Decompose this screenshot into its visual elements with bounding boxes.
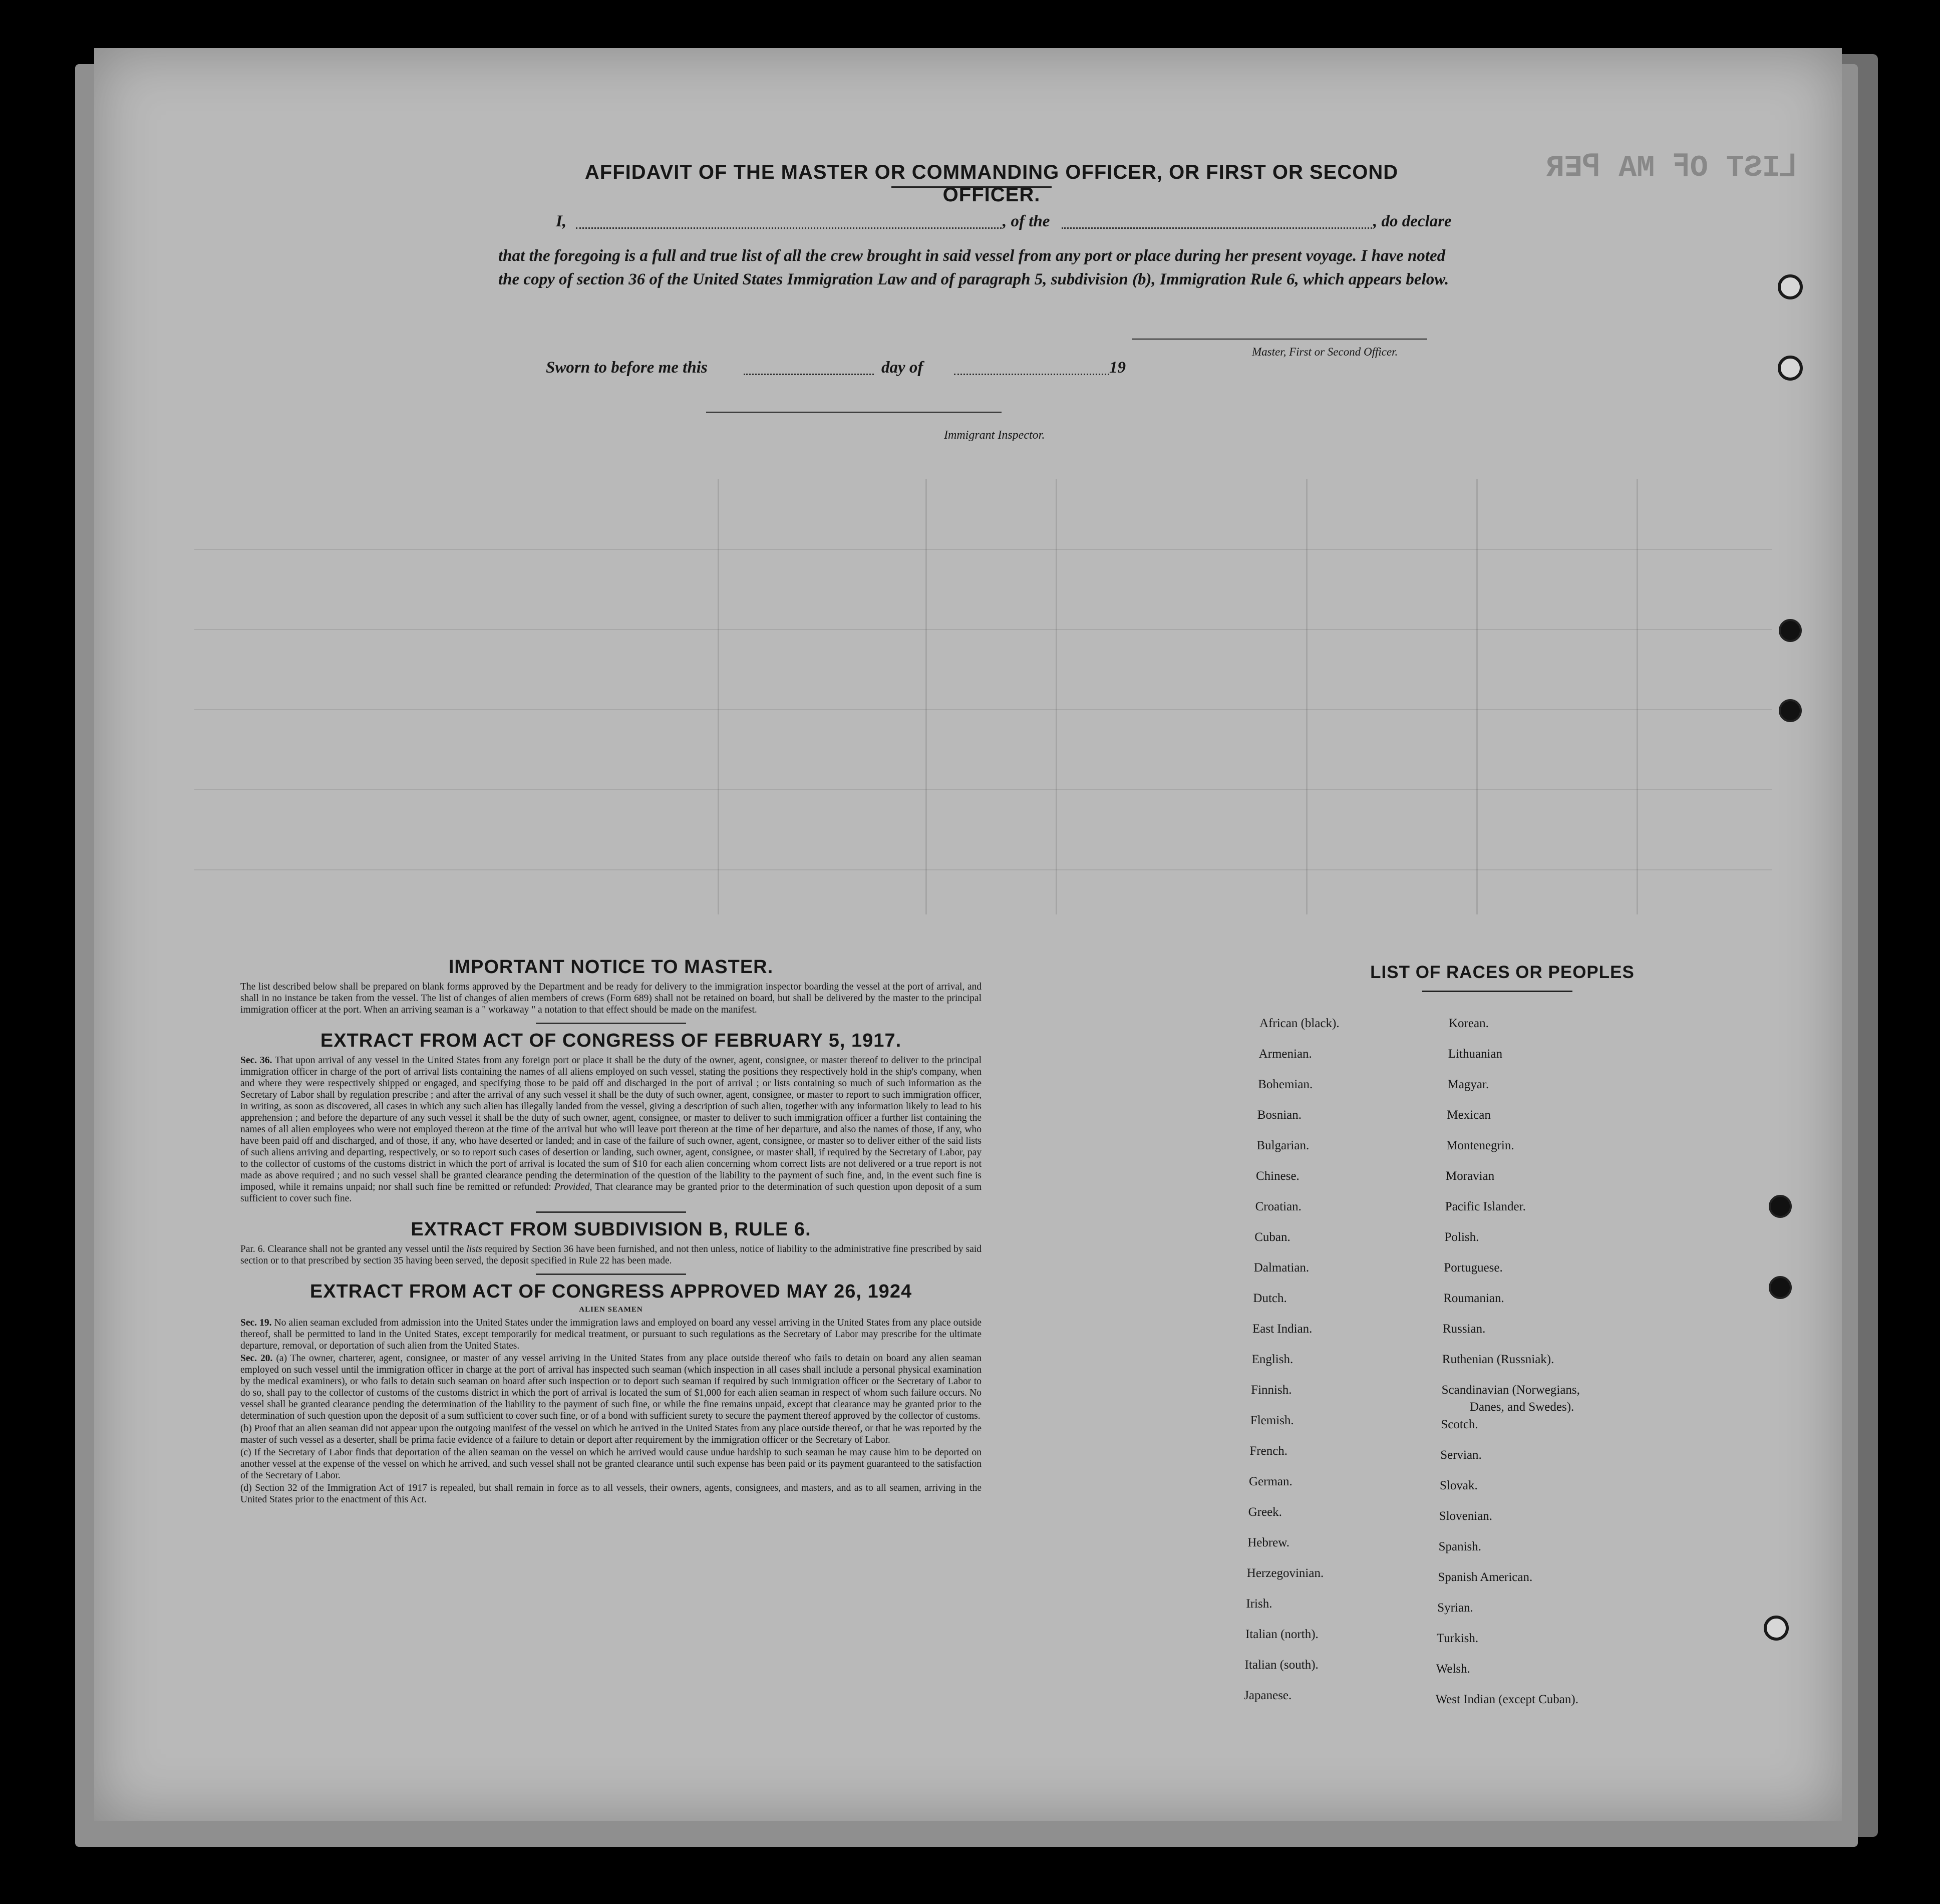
races-title-underline — [1422, 991, 1572, 992]
document-page — [94, 48, 1842, 1821]
extract-rule6-title: EXTRACT FROM SUBDIVISION B, RULE 6. — [411, 1219, 811, 1240]
race-item: Scotch. — [1441, 1418, 1478, 1431]
race-item: Cuban. — [1254, 1230, 1290, 1244]
inspector-label: Immigrant Inspector. — [944, 429, 1045, 442]
race-item: Hebrew. — [1247, 1536, 1289, 1549]
notice-section — [220, 957, 1002, 1505]
race-item: Roumanian. — [1443, 1292, 1504, 1305]
affidavit-title: AFFIDAVIT OF THE MASTER OR COMMANDING OFFICER, OR FIRST OR SECOND OFFICER. — [584, 161, 1399, 206]
sec20-para-d: (d) Section 32 of the Immigration Act of 1917 is repealed, but shall remain in force as to all vessels, their owners, agents, consignees, and masters, and as to all seamen, arriving in the United States prior to the enactment of this Act. — [240, 1483, 982, 1505]
bleed-line — [925, 479, 927, 914]
race-item: German. — [1249, 1475, 1292, 1488]
race-item: Scandinavian (Norwegians, — [1441, 1383, 1580, 1397]
sec20-body: (a) The owner, charterer, agent, consignee, or master of any vessel arriving in the United States from any place outside thereof who fails to detain on board any alien seaman employed on such vessel until the immigration officer in charge at the port of arrival has inspected such seaman (which inspection in all cases shall include a personal physical examination by the medical examiners), or who fails to detain such seaman on board after such inspection or to deport such seaman if required by such immigration officer or the Secretary of Labor to do so, shall pay to the collector of customs of the customs district in which the port of arrival is located the sum of $1,000 for each alien seaman in respect of whom such failure occurs. No vessel shall be granted clearance pending the determination of the liability to the payment of such fine, or while the fine remains unpaid, except that clearance may be granted prior to the determination of such question upon the deposit of a sum sufficient to cover such fine, or of a bond with sufficient surety to secure the payment thereof approved by the collector of customs. — [240, 1353, 982, 1421]
sec19-text — [240, 1317, 982, 1352]
race-item: Spanish. — [1438, 1540, 1482, 1553]
race-item: Armenian. — [1258, 1047, 1312, 1061]
binder-hole-icon — [1779, 619, 1802, 642]
bleed-line — [1056, 479, 1057, 914]
race-item: Bulgarian. — [1256, 1139, 1310, 1152]
race-item: Mexican — [1447, 1108, 1491, 1122]
bleed-text: ЯƎꟼ AM ꟻO TƧI⅃ — [1546, 151, 1797, 185]
do-declare-label: , do declare — [1373, 212, 1452, 230]
race-item: West Indian (except Cuban). — [1435, 1693, 1578, 1706]
bleed-line — [194, 789, 1772, 790]
binder-hole-icon — [1769, 1195, 1792, 1218]
section-divider — [536, 1211, 686, 1213]
race-item: Danes, and Swedes). — [1470, 1400, 1574, 1414]
race-item: Herzegovinian. — [1246, 1566, 1324, 1580]
sworn-month-field[interactable] — [954, 363, 1109, 375]
sec19-body: No alien seaman excluded from admission into the United States under the immigration laws and employed on board any vessel arriving in the United States from any place outside thereof, shall be permitted to land in the United States, except temporarily for medical treatment, or pursuant to such regulations as the Secretary of Labor may prescribe for the ultimate departure, removal, or deportation of such alien from the United States. — [240, 1318, 982, 1351]
sec36-label: Sec. 36. — [240, 1055, 272, 1066]
race-item: African (black). — [1259, 1017, 1340, 1030]
binder-hole-icon — [1778, 274, 1803, 299]
sec19-label: Sec. 19. — [240, 1318, 272, 1328]
binder-hole-icon — [1769, 1276, 1792, 1299]
race-item: Slovak. — [1440, 1479, 1478, 1492]
sec36-body: That upon arrival of any vessel in the United States from any foreign port or place it shall be the duty of the owner, agent, consignee, or master thereof to deliver to the principal immigration officer in charge of the port of arrival lists containing the names of all aliens employed on such vessel, stating the positions they respectively hold in the ship's company, when and where they were respectively shipped or engaged, and specifying those to be paid off and discharged in the port of arrival ; or lists containing so much of such information as the Secretary of Labor shall by regulation prescribe ; and after the arrival of any such vessel it shall be the duty of such owner, agent, consignee, or master to report to such immigration officer, in writing, as soon as discovered, all cases in which any such alien has illegally landed from the vessel, giving a description of such alien, together with any information likely to lead to his apprehension ; and before the departure of any such vessel it shall be the duty of such owner, agent, consignee, or master to deliver to such immigration officer a further list containing the names of all alien employees who were not employed thereon at the time of the arrival but who will leave port thereon at the time of her departure, and also the names of those, if any, who have been paid off and discharged, and of those, if any, who have deserted or landed; and in case of the failure of such owner, agent, consignee, or master so to deliver either of the said lists of such aliens arriving and departing, respectively, or so to report such cases of desertion or landing, such owner, agent, consignee, or master shall, if required by the Secretary of Labor, pay to the collector of customs of the customs district in which the port of arrival is located the sum of $10 for each alien concerning whom correct lists are not delivered or a true report is not made as above required ; and no such vessel shall be granted clearance pending the determination of the question of the liability to the payment of such fine, and, in the event such fine is imposed, while it remains unpaid; nor shall such fine be remitted or refunded: — [240, 1055, 982, 1192]
race-item: Ruthenian (Russniak). — [1442, 1353, 1554, 1366]
affiant-label: I, — [556, 212, 567, 230]
bleed-line — [194, 549, 1772, 550]
proviso-body: That clearance may be granted prior to the determination of such question upon deposit of a sum sufficient to cover such fine. — [240, 1182, 982, 1204]
race-item: Syrian. — [1437, 1601, 1473, 1615]
race-item: Lithuanian — [1448, 1047, 1503, 1061]
alien-seamen-subtitle: ALIEN SEAMEN — [579, 1306, 643, 1314]
race-item: Portuguese. — [1444, 1261, 1503, 1275]
bleed-line — [1306, 479, 1308, 914]
rule6-lists-word: lists — [466, 1244, 482, 1254]
affiant-name-field[interactable] — [576, 216, 1002, 229]
bleed-line — [1637, 479, 1638, 914]
race-item: Magyar. — [1447, 1078, 1489, 1091]
race-item: Turkish. — [1437, 1632, 1479, 1645]
race-item: Pacific Islander. — [1445, 1200, 1526, 1213]
extract-rule6-text — [240, 1243, 982, 1266]
affidavit-statement: that the foregoing is a full and true list of all the crew brought in said vessel from any port or place during her present voyage. I have noted the copy of section 36 of the United States Immigration Law and of paragraph 5, subdivision (b), Immigration Rule 6, which appears below. — [498, 247, 1449, 288]
inspector-signature-line[interactable] — [706, 412, 1002, 413]
race-item: Japanese. — [1244, 1689, 1292, 1702]
proviso-label: Provided, — [554, 1182, 592, 1192]
race-item: Chinese. — [1256, 1169, 1300, 1183]
race-item: Italian (south). — [1244, 1658, 1319, 1672]
race-item: Slovenian. — [1439, 1509, 1493, 1523]
race-item: Servian. — [1440, 1448, 1482, 1462]
race-item: Bosnian. — [1257, 1108, 1302, 1122]
bleed-line — [194, 869, 1772, 870]
sworn-label: Sworn to before me this — [546, 359, 708, 377]
section-divider — [536, 1023, 686, 1024]
signature-line[interactable] — [1132, 339, 1427, 340]
race-item: Spanish American. — [1438, 1570, 1533, 1584]
race-item: Polish. — [1444, 1230, 1479, 1244]
year-prefix: 19 — [1109, 359, 1126, 377]
race-item: Italian (north). — [1245, 1628, 1319, 1641]
races-title: LIST OF RACES OR PEOPLES — [1370, 963, 1635, 982]
section-divider — [536, 1274, 686, 1275]
race-item: East Indian. — [1252, 1322, 1313, 1336]
sec20-para-c: (c) If the Secretary of Labor finds that deportation of the alien seaman on the vessel on which he arrived would cause undue hardship to such seaman he may cause him to be deported on another vessel at the expense of the vessel on which he arrived, and such vessel shall not be granted clearance until such expense has been paid or its payment guaranteed to the satisfaction of the Secretary of Labor. — [240, 1447, 982, 1481]
race-item: Finnish. — [1251, 1383, 1292, 1397]
bleed-line — [194, 629, 1772, 630]
sworn-day-field[interactable] — [744, 363, 874, 375]
sec20-para-b: (b) Proof that an alien seaman did not appear upon the outgoing manifest of the vessel on which he arrived in the United States from any place outside thereof, or that he was reported by the master of such vessel as a deserter, shall be prima facie evidence of a failure to detain or deport after requirement by the immigration officer or the Secretary of Labor. — [240, 1423, 982, 1445]
of-the-label: , of the — [1003, 212, 1050, 230]
race-item: Irish. — [1246, 1597, 1272, 1611]
bleed-line — [718, 479, 719, 914]
extract-1924-title: EXTRACT FROM ACT OF CONGRESS APPROVED MAY 26, 1924 — [309, 1281, 912, 1302]
extract-1917-text — [240, 1055, 982, 1204]
race-item: Montenegrin. — [1446, 1139, 1514, 1152]
race-item: Dutch. — [1253, 1292, 1287, 1305]
race-item: French. — [1249, 1444, 1288, 1458]
race-item: Korean. — [1449, 1017, 1489, 1030]
vessel-name-field[interactable] — [1062, 216, 1372, 229]
notice-title: IMPORTANT NOTICE TO MASTER. — [448, 957, 774, 978]
race-item: Greek. — [1248, 1505, 1282, 1519]
bleed-line — [1476, 479, 1478, 914]
race-item: Welsh. — [1436, 1662, 1470, 1676]
binder-hole-icon — [1764, 1616, 1789, 1641]
rule6-body-b: required by Section 36 have been furnished, and not then unless, notice of liability to the administrative fine prescribed by said section or to that prescribed by section 35 having been served, the deposit specified in Rule 22 has been made. — [240, 1244, 982, 1266]
race-item: Bohemian. — [1258, 1078, 1313, 1091]
title-underline — [891, 186, 1052, 188]
sec20-text — [240, 1353, 982, 1422]
binder-hole-icon — [1778, 356, 1803, 381]
sec20-label: Sec. 20. — [240, 1353, 273, 1364]
race-item: English. — [1251, 1353, 1294, 1366]
race-item: Flemish. — [1250, 1414, 1294, 1427]
race-item: Russian. — [1443, 1322, 1486, 1336]
signer-label: Master, First or Second Officer. — [1252, 346, 1398, 358]
binder-hole-icon — [1779, 699, 1802, 722]
notice-text: The list described below shall be prepared on blank forms approved by the Department and be ready for delivery to the immigration inspector boarding the vessel at the port of arrival, and shall in no instance be taken from the vessel. The list of changes of alien members of crews (Form 689) shall not be retained on board, but shall be delivered by the master to the principal immigration officer at the port. When an arriving seaman is a " workaway " a notation to that effect should be made on the manifest. — [240, 982, 982, 1015]
bleed-line — [194, 709, 1772, 710]
rule6-body-a: Par. 6. Clearance shall not be granted any vessel until the — [240, 1244, 464, 1254]
race-item: Dalmatian. — [1253, 1261, 1310, 1275]
race-item: Croatian. — [1255, 1200, 1302, 1213]
extract-1917-title: EXTRACT FROM ACT OF CONGRESS OF FEBRUARY 5, 1917. — [320, 1030, 902, 1051]
day-of-label: day of — [881, 359, 923, 377]
race-item: Moravian — [1446, 1169, 1495, 1183]
